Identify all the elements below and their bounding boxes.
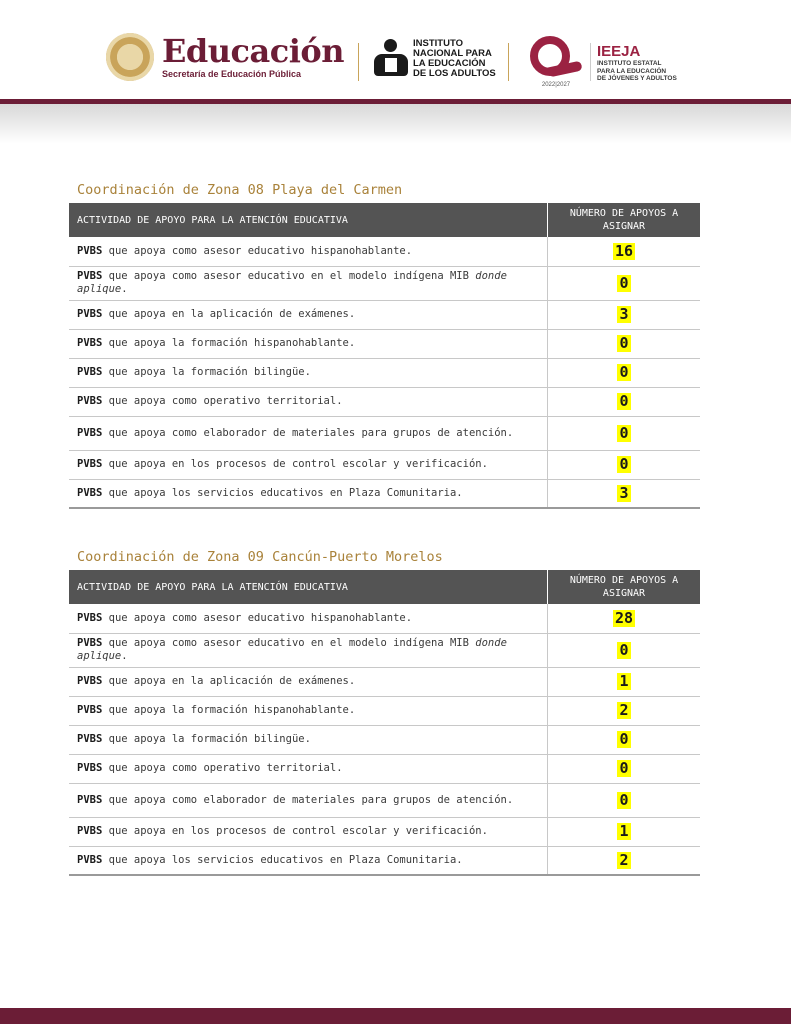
inea-line: NACIONAL PARA	[413, 48, 492, 59]
footer-bar	[0, 1008, 791, 1024]
sep-logo-subtitle: Secretaría de Educación Pública	[162, 69, 302, 79]
government-period: 2022|2027	[541, 82, 571, 88]
count-cell: 0	[548, 266, 701, 300]
ieeja-logo	[597, 44, 677, 83]
activity-cell: PVBS que apoya en los procesos de control escolar y verificación.	[69, 817, 548, 846]
activity-cell: PVBS que apoya como asesor educativo hispanohablante.	[69, 604, 548, 633]
table-row	[69, 300, 700, 329]
activity-cell: PVBS que apoya como operativo territorial.	[69, 754, 548, 783]
table-header-row	[69, 570, 700, 604]
count-cell: 1	[548, 817, 701, 846]
table-row	[69, 358, 700, 387]
count-cell: 2	[548, 846, 701, 875]
count-cell: 2	[548, 696, 701, 725]
activity-cell: PVBS que apoya los servicios educativos en Plaza Comunitaria.	[69, 846, 548, 875]
count-cell: 0	[548, 725, 701, 754]
zone-09-section	[69, 549, 700, 876]
activity-column-header: ACTIVIDAD DE APOYO PARA LA ATENCIÓN EDUCATIVA	[69, 570, 548, 604]
activity-cell: PVBS que apoya los servicios educativos en Plaza Comunitaria.	[69, 479, 548, 508]
table-row	[69, 604, 700, 633]
table-row	[69, 846, 700, 875]
national-seal-icon	[106, 33, 154, 81]
count-column-header: NÚMERO DE APOYOS A ASIGNAR	[548, 570, 701, 604]
count-cell: 0	[548, 450, 701, 479]
activity-cell: PVBS que apoya la formación hispanohablante.	[69, 329, 548, 358]
zone-08-section	[69, 182, 700, 509]
reader-icon	[374, 39, 408, 79]
activity-cell: PVBS que apoya como elaborador de materiales para grupos de atención.	[69, 783, 548, 817]
count-column-header: NÚMERO DE APOYOS A ASIGNAR	[548, 203, 701, 237]
inea-line: DE LOS ADULTOS	[413, 68, 496, 79]
table-row	[69, 783, 700, 817]
section-title: Coordinación de Zona 09 Cancún-Puerto Morelos	[77, 549, 443, 565]
logo-divider	[358, 43, 359, 81]
table-row	[69, 696, 700, 725]
quintana-roo-logo	[528, 36, 584, 92]
table-row	[69, 266, 700, 300]
table-row	[69, 387, 700, 416]
count-cell: 0	[548, 633, 701, 667]
table-row	[69, 329, 700, 358]
support-table	[69, 570, 700, 876]
support-table	[69, 203, 700, 509]
inea-line: INSTITUTO	[413, 38, 463, 49]
section-title: Coordinación de Zona 08 Playa del Carmen	[77, 182, 403, 198]
activity-cell: PVBS que apoya la formación bilingüe.	[69, 725, 548, 754]
activity-cell: PVBS que apoya como asesor educativo en el modelo indígena MIB donde aplique.	[69, 266, 548, 300]
table-row	[69, 667, 700, 696]
page-header	[0, 0, 791, 100]
table-row	[69, 450, 700, 479]
count-cell: 0	[548, 387, 701, 416]
ieeja-line: DE JÓVENES Y ADULTOS	[597, 75, 677, 82]
activity-cell: PVBS que apoya como operativo territorial.	[69, 387, 548, 416]
table-row	[69, 416, 700, 450]
activity-cell: PVBS que apoya en los procesos de control escolar y verificación.	[69, 450, 548, 479]
table-row	[69, 754, 700, 783]
sep-logo	[106, 33, 344, 81]
count-cell: 0	[548, 416, 701, 450]
inea-logo	[374, 39, 496, 79]
activity-cell: PVBS que apoya en la aplicación de exámenes.	[69, 300, 548, 329]
inea-line: LA EDUCACIÓN	[413, 58, 486, 69]
count-cell: 28	[548, 604, 701, 633]
activity-column-header: ACTIVIDAD DE APOYO PARA LA ATENCIÓN EDUCATIVA	[69, 203, 548, 237]
activity-cell: PVBS que apoya la formación hispanohablante.	[69, 696, 548, 725]
count-cell: 0	[548, 329, 701, 358]
count-cell: 16	[548, 237, 701, 266]
ieeja-line: INSTITUTO ESTATAL	[597, 60, 662, 67]
count-cell: 1	[548, 667, 701, 696]
activity-cell: PVBS que apoya la formación bilingüe.	[69, 358, 548, 387]
table-header-row	[69, 203, 700, 237]
sep-logo-title: Educación	[162, 32, 344, 70]
ieeja-title: IEEJA	[597, 43, 641, 60]
table-row	[69, 237, 700, 266]
table-row	[69, 817, 700, 846]
logo-divider	[590, 43, 591, 81]
logo-divider	[508, 43, 509, 81]
count-cell: 3	[548, 479, 701, 508]
activity-cell: PVBS que apoya como asesor educativo hispanohablante.	[69, 237, 548, 266]
table-row	[69, 633, 700, 667]
table-row	[69, 725, 700, 754]
ieeja-line: PARA LA EDUCACIÓN	[597, 67, 667, 75]
table-row	[69, 479, 700, 508]
activity-cell: PVBS que apoya como elaborador de materiales para grupos de atención.	[69, 416, 548, 450]
count-cell: 0	[548, 754, 701, 783]
count-cell: 0	[548, 783, 701, 817]
count-cell: 0	[548, 358, 701, 387]
activity-cell: PVBS que apoya en la aplicación de exámenes.	[69, 667, 548, 696]
activity-cell: PVBS que apoya como asesor educativo en el modelo indígena MIB donde aplique.	[69, 633, 548, 667]
header-shadow	[0, 104, 791, 144]
count-cell: 3	[548, 300, 701, 329]
